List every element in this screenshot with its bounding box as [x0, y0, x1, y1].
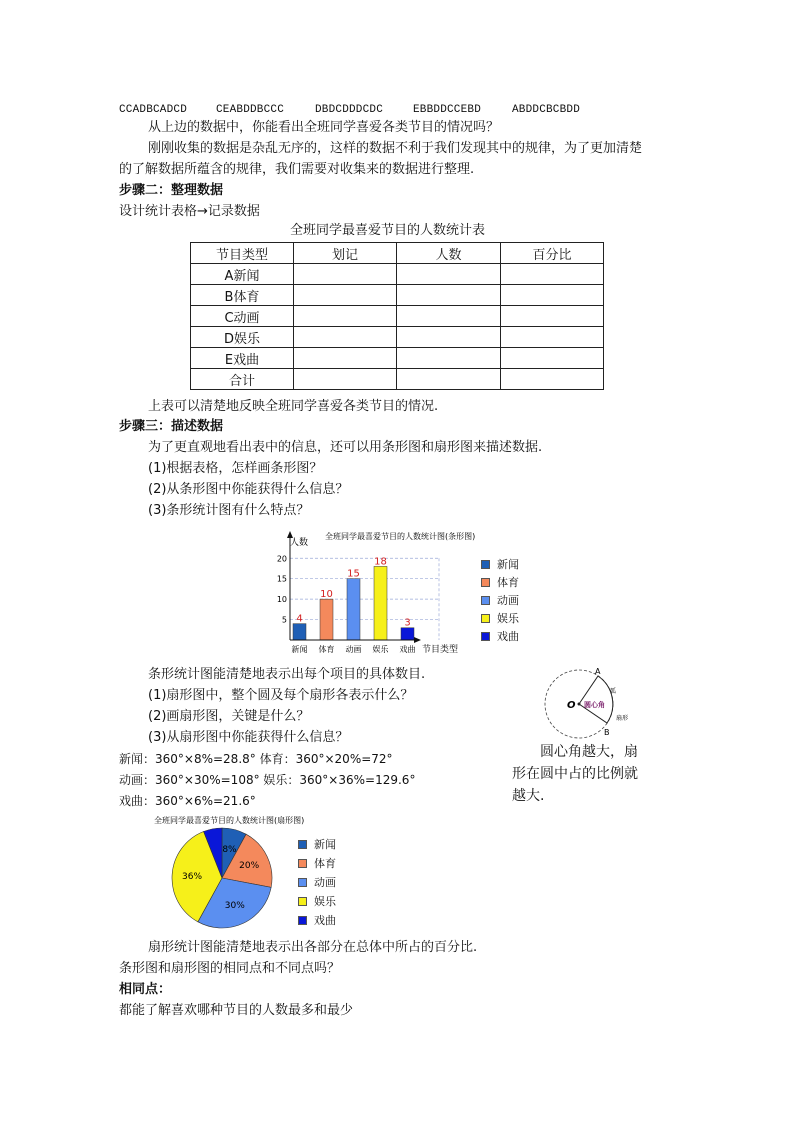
central-angle-label: 圆心角	[584, 701, 605, 709]
bar-question-3: (3)条形统计图有什么特点？	[148, 503, 310, 518]
bar-legend-item	[481, 610, 519, 626]
bar-sports	[320, 599, 333, 640]
pie-question-1: (1)扇形图中，整个圆及每个扇形各表示什么？	[148, 688, 414, 703]
bar-category-label: 新闻	[291, 645, 308, 654]
bar-legend-label: 体育	[497, 576, 519, 589]
table-header-cell: 节目类型	[191, 243, 294, 264]
center-label: O	[567, 700, 576, 711]
bar-legend-swatch	[481, 560, 490, 569]
table-row	[191, 285, 604, 306]
bar-chart-title: 全班同学最喜爱节目的人数统计图(条形图)	[325, 532, 476, 541]
data-string-3: DBDCDDDCDC	[315, 104, 384, 116]
pie-legend-swatch	[298, 859, 307, 868]
table-cell[interactable]	[294, 285, 397, 306]
table-cell[interactable]	[294, 306, 397, 327]
paragraph-question: 从上边的数据中，你能看出全班同学喜爱各类节目的情况吗？	[148, 120, 500, 135]
pie-legend-item	[298, 893, 336, 909]
step3-intro: 为了更直观地看出表中的信息，还可以用条形图和扇形图来描述数据.	[148, 440, 543, 455]
pie-legend-label: 动画	[314, 876, 336, 889]
table-cell[interactable]	[397, 306, 501, 327]
bar-legend-swatch	[481, 632, 490, 641]
point-a-label: A	[595, 667, 601, 676]
step3-heading: 步骤三：描述数据	[119, 419, 224, 434]
bar-legend-swatch	[481, 614, 490, 623]
table-row	[191, 306, 604, 327]
bar-value-label: 4	[296, 613, 303, 625]
pie-legend-swatch	[298, 878, 307, 887]
table-cell[interactable]	[397, 369, 501, 390]
calc-line-1: 新闻：360°×8%=28.8° 体育：360°×20%=72°	[119, 752, 393, 766]
pie-slice-label: 30%	[224, 901, 245, 912]
pie-slice-label: 20%	[239, 861, 260, 872]
circle-note-1: 圆心角越大，扇	[540, 744, 638, 760]
bar-legend-label: 娱乐	[497, 612, 519, 625]
pie-legend-label: 体育	[314, 857, 336, 870]
table-cell[interactable]	[501, 285, 604, 306]
table-header-row	[191, 243, 604, 264]
table-row	[191, 369, 604, 390]
sector-diagram	[538, 664, 648, 750]
table-row-label: C动画	[191, 306, 294, 327]
table-cell[interactable]	[294, 369, 397, 390]
table-row	[191, 264, 604, 285]
pie-chart-title: 全班同学最喜爱节目的人数统计图(扇形图)	[154, 816, 305, 825]
data-string-5: ABDDCBCBDD	[512, 104, 581, 116]
table-row-label: A新闻	[191, 264, 294, 285]
same-text: 都能了解喜欢哪种节目的人数最多和最少	[119, 1003, 354, 1018]
paragraph-line-2: 的了解数据所蕴含的规律，我们需要对收集来的数据进行整理.	[119, 162, 475, 177]
bar-question-1: (1)根据表格，怎样画条形图？	[148, 461, 323, 476]
table-row-label: D娱乐	[191, 327, 294, 348]
pie-legend-item	[298, 874, 336, 890]
bar-category-label: 戏曲	[399, 645, 416, 654]
table-cell[interactable]	[501, 327, 604, 348]
table-cell[interactable]	[501, 348, 604, 369]
bar-y-axis-arrow	[287, 531, 293, 538]
bar-legend-item	[481, 556, 519, 572]
circle-note-2: 形在圆中占的比例就	[512, 766, 638, 782]
table-cell[interactable]	[397, 285, 501, 306]
pie-legend-swatch	[298, 840, 307, 849]
table-cell[interactable]	[501, 264, 604, 285]
sector-label: 扇形	[616, 715, 629, 722]
stat-table	[190, 242, 604, 390]
bar-news	[293, 624, 306, 640]
bar-value-label: 18	[374, 556, 387, 568]
pie-legend-swatch	[298, 897, 307, 906]
pie-slice-label: 36%	[182, 872, 203, 883]
step2-heading: 步骤二：整理数据	[119, 183, 224, 198]
bar-chart-xlabel: 节目类型	[422, 645, 459, 655]
bar-value-label: 10	[320, 589, 333, 601]
table-cell[interactable]	[294, 348, 397, 369]
bar-opera	[401, 628, 414, 640]
pie-legend-item	[298, 836, 336, 852]
pie-note: 扇形统计图能清楚地表示出各部分在总体中所占的百分比.	[148, 940, 478, 955]
center-point	[578, 703, 581, 706]
bar-legend-label: 动画	[497, 594, 519, 607]
table-row-label: 合计	[191, 369, 294, 390]
bar-legend-item	[481, 592, 519, 608]
point-b-label: B	[604, 728, 610, 737]
same-heading: 相同点：	[119, 982, 172, 997]
table-cell[interactable]	[501, 369, 604, 390]
table-title: 全班同学最喜爱节目的人数统计表	[290, 223, 486, 238]
pie-legend-label: 娱乐	[314, 895, 336, 908]
table-row-label: B体育	[191, 285, 294, 306]
bar-note: 条形统计图能清楚地表示出每个项目的具体数目.	[148, 667, 426, 682]
table-cell[interactable]	[397, 327, 501, 348]
table-cell[interactable]	[294, 327, 397, 348]
calc-line-2: 动画：360°×30%=108° 娱乐：360°×36%=129.6°	[119, 773, 416, 787]
bar-legend-label: 新闻	[497, 558, 519, 571]
bar-legend-item	[481, 574, 519, 590]
paragraph-line-1: 刚刚收集的数据是杂乱无序的，这样的数据不利于我们发现其中的规律，为了更加清楚	[148, 141, 643, 156]
bar-category-label: 娱乐	[372, 645, 389, 654]
pie-legend-swatch	[298, 916, 307, 925]
bar-anime	[347, 579, 360, 640]
bar-ytick-label: 5	[281, 615, 287, 625]
bar-category-label: 动画	[345, 645, 362, 654]
table-row-label: E戏曲	[191, 348, 294, 369]
pie-slice-label: 8%	[222, 844, 237, 855]
bar-legend-label: 戏曲	[497, 630, 519, 643]
pie-legend-label: 戏曲	[314, 914, 336, 927]
bar-category-label: 体育	[318, 645, 335, 654]
bar-legend-item	[481, 628, 519, 644]
pie-question-3: (3)从扇形图中你能获得什么信息？	[148, 730, 349, 745]
step2-subheading: 设计统计表格→记录数据	[119, 204, 260, 219]
sector-shape	[579, 676, 613, 723]
bar-chart	[268, 526, 480, 658]
table-header-cell: 百分比	[501, 243, 604, 264]
data-string-2: CEABDDBCCC	[216, 104, 285, 116]
bar-value-label: 3	[404, 617, 411, 629]
table-note: 上表可以清楚地反映全班同学喜爱各类节目的情况.	[148, 399, 439, 414]
bar-legend-swatch	[481, 596, 490, 605]
table-cell[interactable]	[397, 264, 501, 285]
pie-legend-item	[298, 912, 336, 928]
pie-question-2: (2)画扇形图，关键是什么？	[148, 709, 310, 724]
pie-legend-label: 新闻	[314, 838, 336, 851]
table-cell[interactable]	[397, 348, 501, 369]
data-string-1: CCADBCADCD	[119, 104, 188, 116]
bar-chart-ylabel: 人数	[290, 538, 309, 548]
bar-entertainment	[374, 566, 387, 640]
arc-label: 弧	[610, 688, 617, 695]
compare-question: 条形图和扇形图的相同点和不同点吗？	[119, 961, 341, 976]
circle-note-3: 越大.	[512, 788, 545, 804]
table-cell[interactable]	[501, 306, 604, 327]
bar-ytick-label: 15	[276, 574, 287, 584]
table-row	[191, 327, 604, 348]
bar-legend-swatch	[481, 578, 490, 587]
bar-x-axis-arrow	[414, 637, 421, 643]
table-header-cell: 人数	[397, 243, 501, 264]
bar-question-2: (2)从条形图中你能获得什么信息？	[148, 482, 349, 497]
bar-value-label: 15	[347, 568, 360, 580]
bar-ytick-label: 10	[276, 595, 287, 605]
table-cell[interactable]	[294, 264, 397, 285]
data-string-4: EBBDDCCEBD	[413, 104, 482, 116]
table-row	[191, 348, 604, 369]
pie-legend-item	[298, 855, 336, 871]
calc-line-3: 戏曲：360°×6%=21.6°	[119, 794, 256, 808]
table-header-cell: 划记	[294, 243, 397, 264]
bar-ytick-label: 20	[276, 554, 287, 564]
